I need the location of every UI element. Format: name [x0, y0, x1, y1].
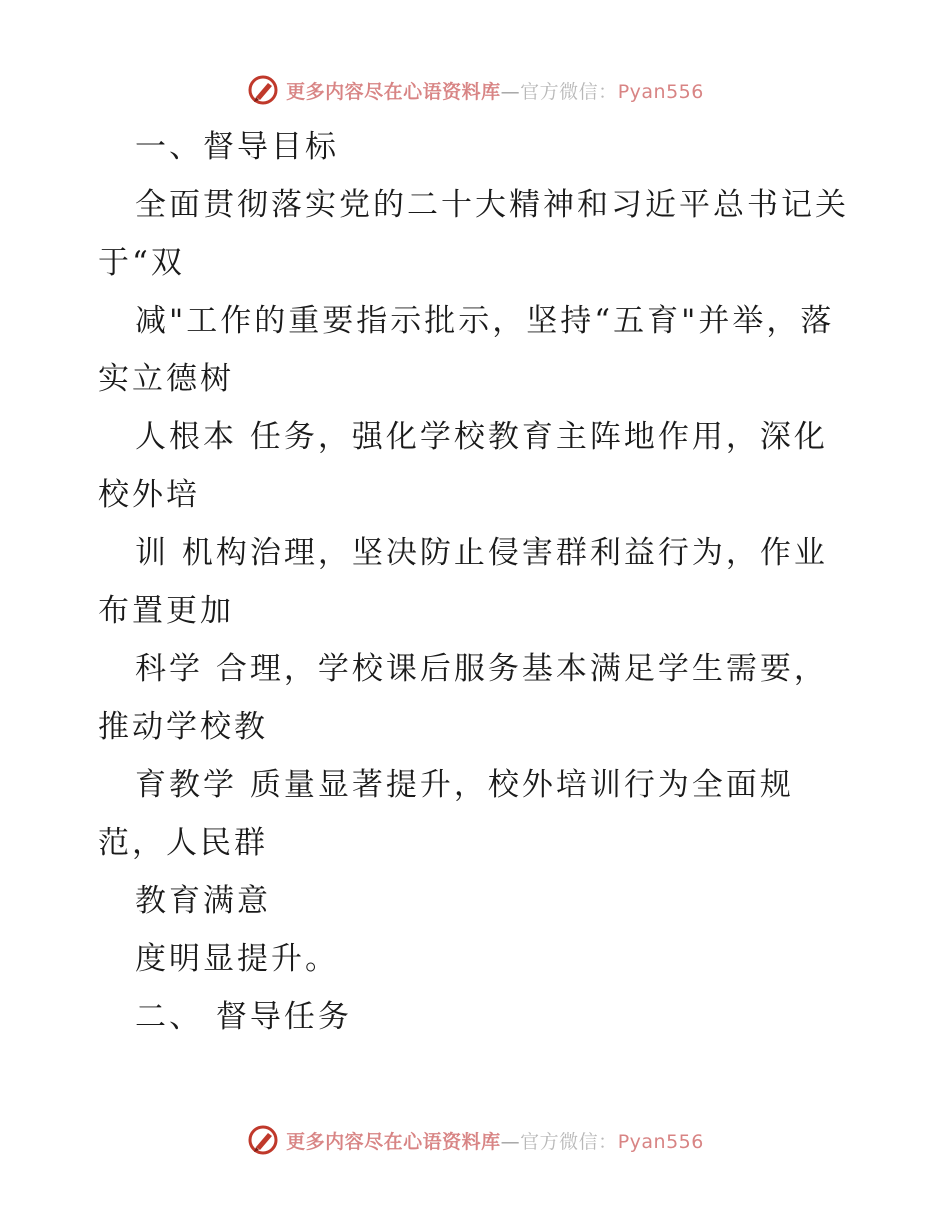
paragraph-line: 教育满意	[135, 883, 271, 919]
paragraph-line: 人根本 任务，强化学校教育主阵地作用，深化	[135, 419, 828, 455]
paragraph-line: 一、督导目标	[135, 129, 339, 165]
pen-logo-icon	[246, 73, 280, 107]
paragraph-line: 科学 合理，学校课后服务基本满足学生需要，	[135, 651, 828, 687]
pen-logo-icon	[246, 1123, 280, 1157]
header-banner	[0, 70, 950, 110]
paragraph-line: 减"工作的重要指示批示，坚持“五育"并举，落	[135, 303, 835, 339]
paragraph-line: 二、 督导任务	[135, 999, 352, 1035]
paragraph-line: 布置更加	[98, 593, 234, 629]
paragraph-line: 范，人民群	[98, 825, 268, 861]
banner-text	[286, 77, 704, 104]
footer-banner	[0, 1120, 950, 1160]
paragraph-line: 推动学校教	[98, 709, 268, 745]
banner-wechat-id: Pyan556	[617, 80, 704, 103]
paragraph-line: 于“双	[98, 245, 185, 281]
banner-wechat-label: 官方微信：	[520, 80, 618, 103]
banner-title: 更多内容尽在心语资料库	[286, 80, 501, 103]
banner-text	[286, 1127, 704, 1154]
paragraph-line: 训 机构治理，坚决防止侵害群利益行为，作业	[135, 535, 828, 571]
document-body	[98, 118, 858, 1046]
banner-wechat-id: Pyan556	[617, 1130, 704, 1153]
paragraph-line: 育教学 质量显著提升，校外培训行为全面规	[135, 767, 794, 803]
paragraph-line: 校外培	[98, 477, 200, 513]
banner-dash: —	[500, 80, 521, 103]
banner-title: 更多内容尽在心语资料库	[286, 1130, 501, 1153]
paragraph-line: 全面贯彻落实党的二十大精神和习近平总书记关	[135, 187, 849, 223]
banner-dash: —	[500, 1130, 521, 1153]
banner-wechat-label: 官方微信：	[520, 1130, 618, 1153]
paragraph-line: 度明显提升。	[135, 941, 339, 977]
paragraph-line: 实立德树	[98, 361, 234, 397]
